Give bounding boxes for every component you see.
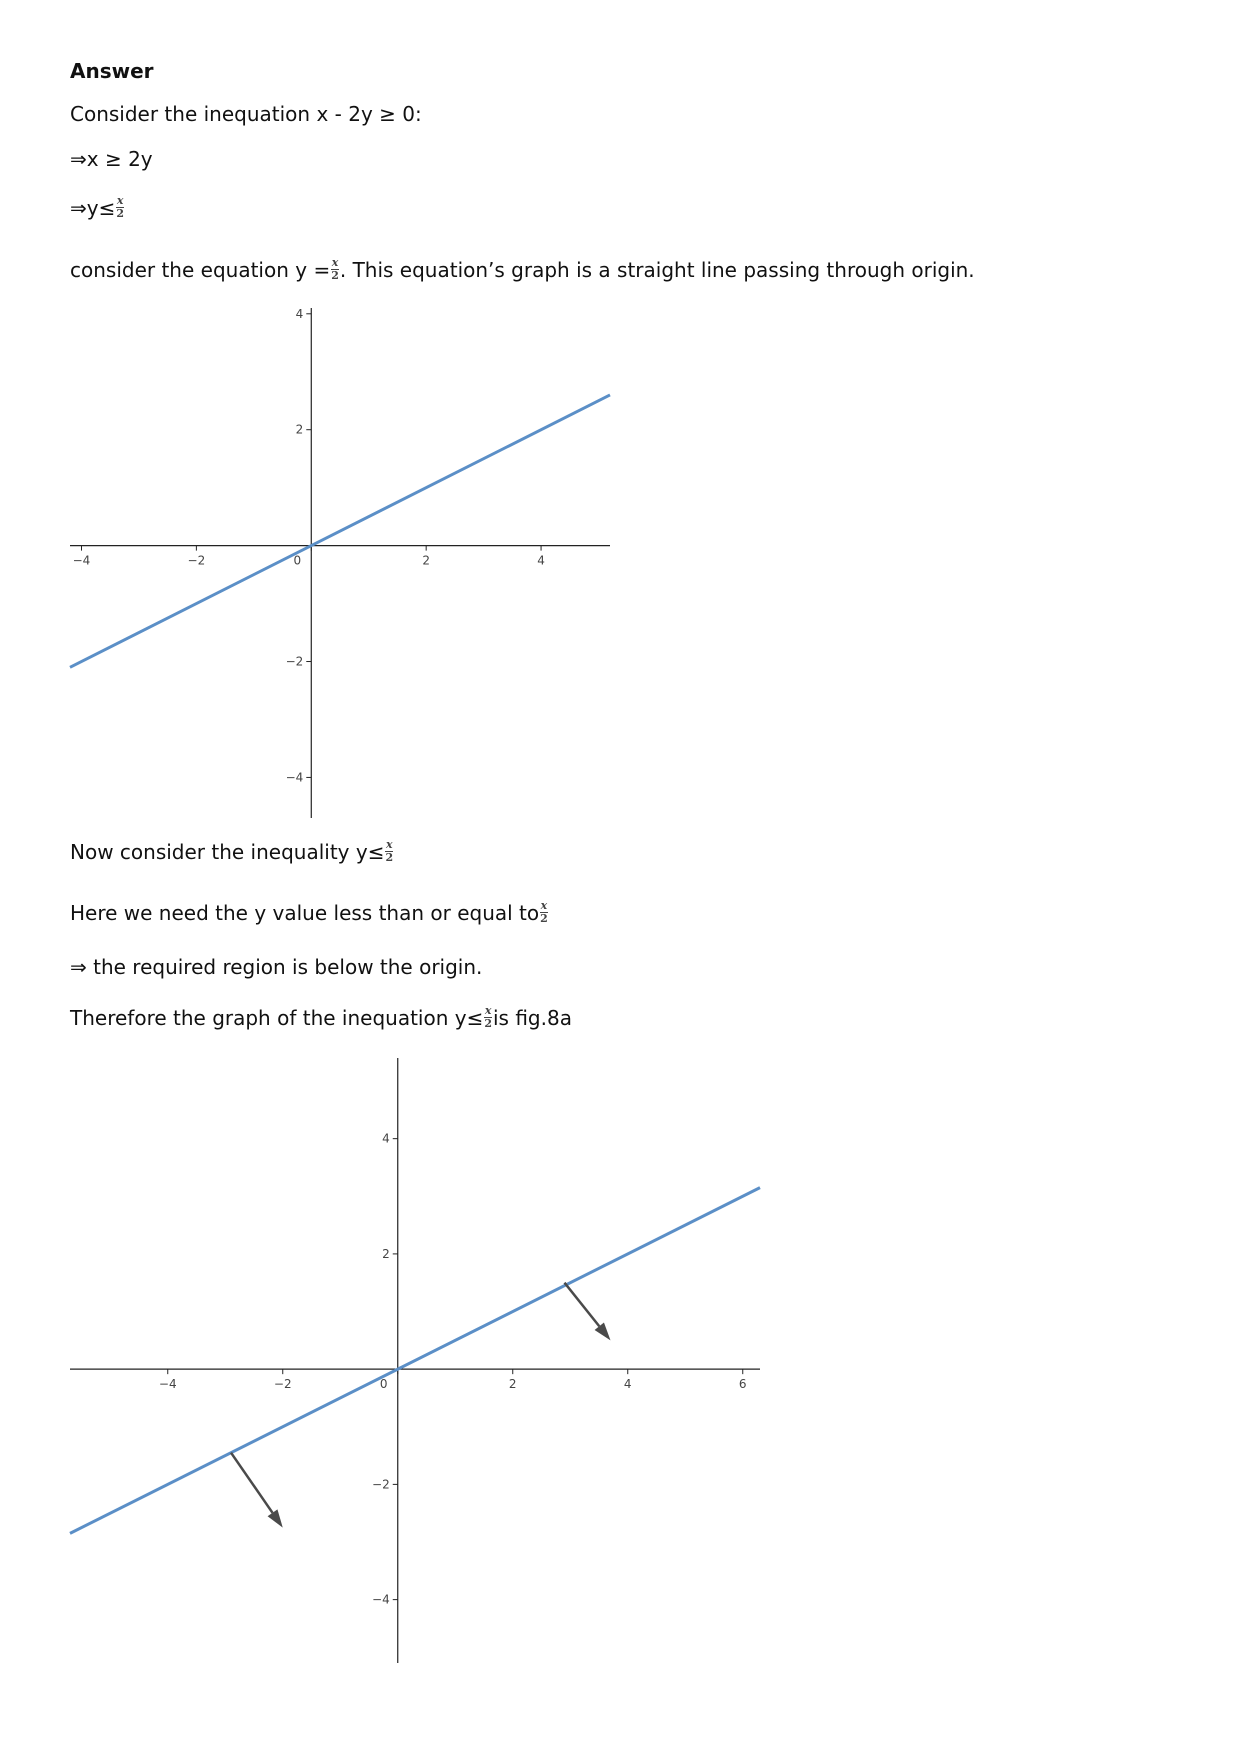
x-tick-label: −2 — [273, 1377, 292, 1392]
text-line-inequation: Consider the inequation x - 2y ≥ 0: — [70, 102, 422, 126]
inequality-text: Now consider the inequality y≤ — [70, 840, 385, 864]
fraction-denominator: 2 — [484, 1017, 492, 1030]
fraction-denominator: 2 — [116, 207, 125, 220]
fraction-denominator: 2 — [385, 851, 394, 864]
fraction-numerator: x — [540, 899, 548, 912]
fraction-denominator: 2 — [331, 269, 339, 282]
text-line-inequality — [70, 840, 394, 866]
region-arrow-head — [268, 1509, 283, 1527]
text-line-condition — [70, 901, 549, 927]
fraction-numerator: x — [331, 256, 339, 269]
region-arrow-shaft — [231, 1453, 273, 1513]
text-line-equation — [70, 258, 975, 284]
region-arrow-shaft — [565, 1283, 600, 1327]
y-tick-label: 4 — [382, 1131, 390, 1146]
fraction-x-over-2 — [331, 257, 339, 282]
line-graph-1 — [70, 308, 610, 818]
x-tick-label: 0 — [379, 1377, 388, 1392]
x-tick-label: 0 — [293, 553, 302, 568]
text-line-step-2 — [70, 196, 125, 222]
y-tick-label: 2 — [382, 1246, 390, 1261]
fraction-x-over-2 — [116, 195, 124, 220]
x-tick-label: −4 — [158, 1377, 177, 1392]
x-tick-label: 2 — [508, 1377, 517, 1392]
text-line-step-1: ⇒x ≥ 2y — [70, 147, 153, 171]
fraction-x-over-2 — [484, 1005, 492, 1030]
answer-heading: Answer — [70, 59, 154, 83]
fraction-denominator: 2 — [540, 912, 548, 925]
equation-text-start: consider the equation y = — [70, 258, 331, 282]
fraction-numerator: x — [116, 194, 124, 207]
x-tick-label: −2 — [187, 553, 206, 568]
text-line-region: ⇒ the required region is below the origin. — [70, 955, 483, 979]
fraction-x-over-2 — [540, 900, 548, 925]
x-tick-label: 4 — [623, 1377, 632, 1392]
text-line-conclusion — [70, 1006, 572, 1032]
y-tick-label: −2 — [372, 1477, 390, 1492]
equation-text-end: . This equation’s graph is a straight line passing through origin. — [339, 258, 975, 282]
series-line — [70, 395, 610, 667]
x-tick-label: 2 — [422, 553, 430, 568]
y-tick-label: −4 — [372, 1592, 390, 1607]
series-line — [70, 1188, 760, 1534]
condition-text: Here we need the y value less than or equal to — [70, 901, 540, 925]
step-2-text: ⇒y≤ — [70, 196, 116, 220]
y-tick-label: −4 — [285, 770, 304, 785]
y-tick-label: 4 — [295, 306, 304, 321]
fraction-numerator: x — [386, 838, 393, 851]
fraction-x-over-2 — [385, 839, 393, 864]
x-tick-label: 6 — [738, 1377, 747, 1392]
y-tick-label: −2 — [285, 654, 304, 669]
conclusion-text-start: Therefore the graph of the inequation y≤ — [70, 1006, 484, 1030]
line-graph-2 — [70, 1058, 760, 1663]
fraction-numerator: x — [484, 1004, 492, 1017]
y-tick-label: 2 — [295, 422, 304, 437]
x-tick-label: 4 — [537, 553, 545, 568]
x-tick-label: −4 — [72, 553, 91, 568]
conclusion-text-end: is fig.8a — [493, 1006, 572, 1030]
